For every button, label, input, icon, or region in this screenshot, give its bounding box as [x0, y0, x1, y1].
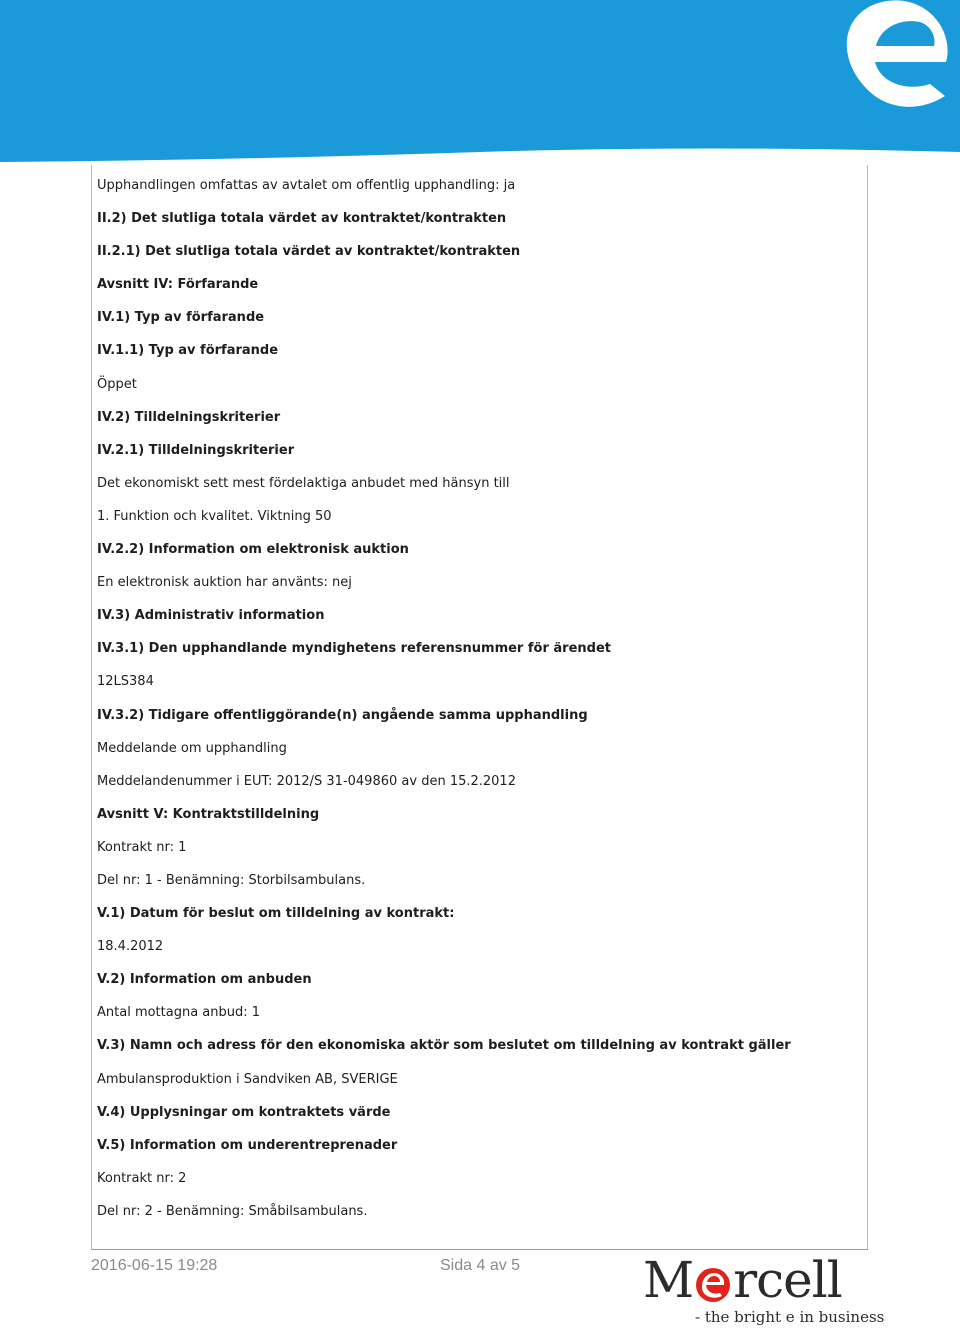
section-heading: II.2) Det slutliga totala värdet av kontraktet/kontrakten [97, 211, 507, 227]
section-heading: IV.2.1) Tilldelningskriterier [97, 442, 295, 458]
section-heading: IV.1) Typ av förfarande [97, 310, 265, 326]
section-heading: Avsnitt V: Kontraktstilldelning [97, 806, 320, 822]
logo-wordmark [643, 1253, 842, 1307]
body-text-line: Det ekonomiskt sett mest fördelaktiga anbudet med hänsyn till [97, 475, 510, 491]
logo-tagline: - the bright e in business [695, 1308, 885, 1326]
section-heading: V.3) Namn och adress för den ekonomiska aktör som beslutet om tilldelning av kontrakt gäller [97, 1038, 791, 1054]
footer-page-number: Sida 4 av 5 [440, 1257, 521, 1274]
section-heading: IV.3) Administrativ information [97, 608, 325, 624]
page-border-left [91, 165, 92, 1250]
body-text-line: Kontrakt nr: 1 [97, 839, 187, 855]
section-heading: V.1) Datum för beslut om tilldelning av kontrakt: [97, 906, 455, 922]
logo-word-end: rcell [733, 1251, 842, 1309]
body-text-line: Meddelandenummer i EUT: 2012/S 31-049860 av den 15.2.2012 [97, 773, 516, 789]
section-heading: IV.1.1) Typ av förfarande [97, 343, 279, 359]
section-heading: IV.3.2) Tidigare offentliggörande(n) angående samma upphandling [97, 707, 588, 723]
section-heading: V.2) Information om anbuden [97, 972, 312, 988]
footer-timestamp: 2016-06-15 19:28 [91, 1257, 218, 1274]
body-text-line: Del nr: 1 - Benämning: Storbilsambulans. [97, 872, 366, 888]
body-text-line: Kontrakt nr: 2 [97, 1170, 187, 1186]
footer-divider [91, 1249, 868, 1250]
body-text-line: Öppet [97, 376, 137, 392]
section-heading: Avsnitt IV: Förfarande [97, 277, 259, 293]
body-text-line: 12LS384 [97, 674, 154, 690]
page-border-right [867, 165, 868, 1250]
body-text-line: Ambulansproduktion i Sandviken AB, SVERIGE [97, 1071, 398, 1087]
body-text-line: 18.4.2012 [97, 939, 164, 955]
body-text-line: En elektronisk auktion har använts: nej [97, 575, 352, 591]
logo-e-icon [693, 1253, 733, 1307]
section-heading: V.5) Information om underentreprenader [97, 1137, 398, 1153]
document-body [97, 172, 857, 1231]
mercell-logo [643, 1251, 885, 1329]
logo-word-start: M [643, 1251, 694, 1309]
body-text-line: Del nr: 2 - Benämning: Småbilsambulans. [97, 1203, 368, 1219]
section-heading: IV.2) Tilldelningskriterier [97, 409, 281, 425]
section-heading: IV.2.2) Information om elektronisk auktion [97, 542, 409, 558]
header-banner-graphic [0, 0, 960, 175]
body-text-line: Meddelande om upphandling [97, 740, 287, 756]
header-banner [0, 0, 960, 175]
section-heading: IV.3.1) Den upphandlande myndighetens referensnummer för ärendet [97, 641, 611, 657]
body-text-line: 1. Funktion och kvalitet. Viktning 50 [97, 508, 332, 524]
body-text-line: Antal mottagna anbud: 1 [97, 1005, 261, 1021]
body-text-line: Upphandlingen omfattas av avtalet om offentlig upphandling: ja [97, 178, 516, 193]
section-heading: V.4) Upplysningar om kontraktets värde [97, 1104, 391, 1120]
section-heading: II.2.1) Det slutliga totala värdet av kontraktet/kontrakten [97, 244, 521, 260]
